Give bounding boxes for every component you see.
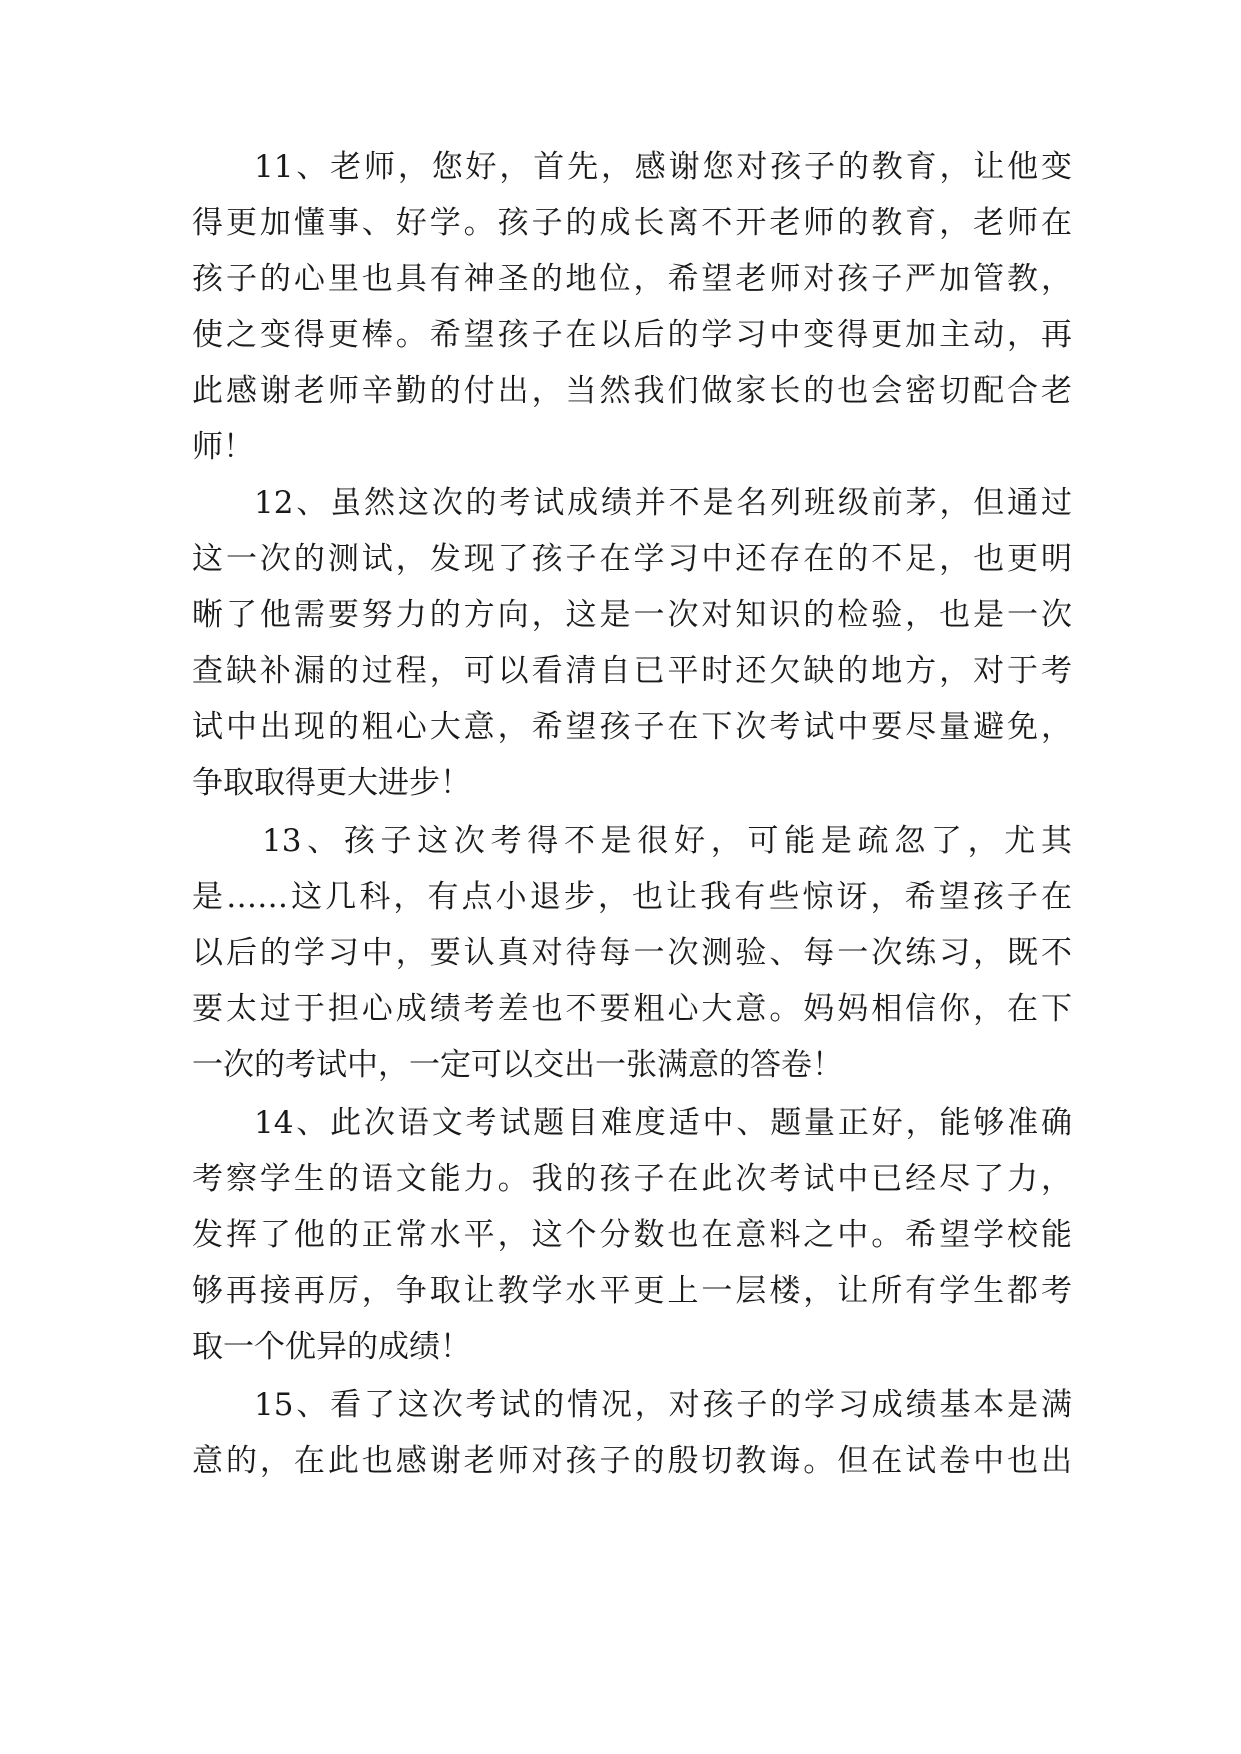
text-line: 一次的考试中，一定可以交出一张满意的答卷！	[192, 1047, 843, 1083]
text-line: 试中出现的粗心大意，希望孩子在下次考试中要尽量避免，	[192, 709, 1072, 745]
text-line: 15、看了这次考试的情况，对孩子的学习成绩基本是满	[254, 1387, 1072, 1423]
text-line: 使之变得更棒。希望孩子在以后的学习中变得更加主动，再	[192, 317, 1072, 353]
text-line: 取一个优异的成绩！	[192, 1329, 471, 1365]
text-line: 够再接再厉，争取让教学水平更上一层楼，让所有学生都考	[192, 1273, 1072, 1309]
text-line: 得更加懂事、好学。孩子的成长离不开老师的教育，老师在	[192, 205, 1072, 241]
text-line: 意的，在此也感谢老师对孩子的殷切教诲。但在试卷中也出	[192, 1443, 1072, 1479]
text-line: 是……这几科，有点小退步，也让我有些惊讶，希望孩子在	[192, 879, 1072, 915]
text-line: 晰了他需要努力的方向，这是一次对知识的检验，也是一次	[192, 597, 1072, 633]
text-line: 考察学生的语文能力。我的孩子在此次考试中已经尽了力，	[192, 1161, 1072, 1197]
text-line: 14、此次语文考试题目难度适中、题量正好，能够准确	[254, 1105, 1072, 1141]
text-line: 师！	[192, 429, 254, 465]
text-line: 13、孩子这次考得不是很好，可能是疏忽了，尤其	[262, 823, 1072, 859]
text-line: 以后的学习中，要认真对待每一次测验、每一次练习，既不	[192, 935, 1072, 971]
text-line: 查缺补漏的过程，可以看清自已平时还欠缺的地方，对于考	[192, 653, 1072, 689]
text-line: 孩子的心里也具有神圣的地位，希望老师对孩子严加管教，	[192, 261, 1072, 297]
text-line: 发挥了他的正常水平，这个分数也在意料之中。希望学校能	[192, 1217, 1072, 1253]
text-line: 要太过于担心成绩考差也不要粗心大意。妈妈相信你，在下	[192, 991, 1072, 1027]
text-line: 争取取得更大进步！	[192, 765, 471, 801]
text-line: 这一次的测试，发现了孩子在学习中还存在的不足，也更明	[192, 541, 1072, 577]
text-line: 12、虽然这次的考试成绩并不是名列班级前茅，但通过	[254, 485, 1072, 521]
text-line: 11、老师，您好，首先，感谢您对孩子的教育，让他变	[254, 149, 1072, 185]
text-line: 此感谢老师辛勤的付出，当然我们做家长的也会密切配合老	[192, 373, 1072, 409]
